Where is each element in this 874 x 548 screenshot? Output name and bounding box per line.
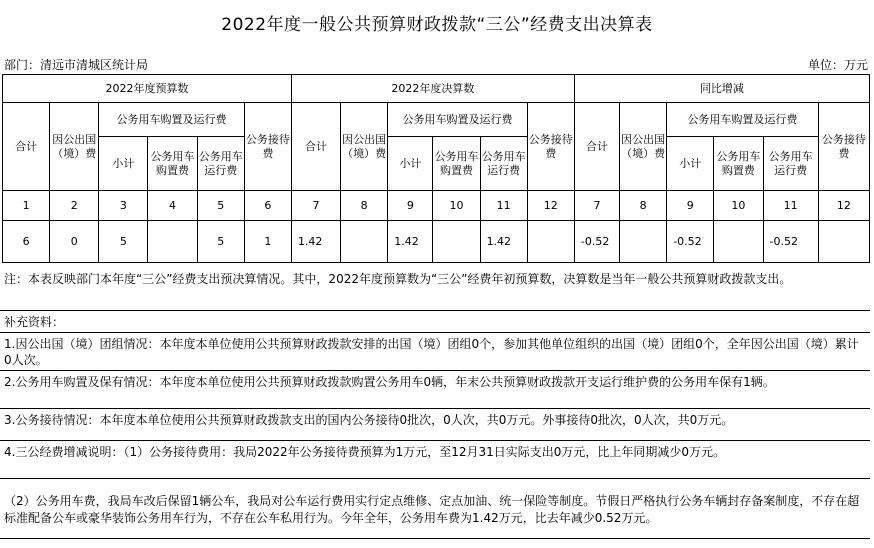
note-item-2: 2.公务用车购置及保有情况：本年度本单位使用公共预算财政拨款购置公务用车0辆，年末公共预算财政拨款开支运行维护费的公务用车保有1辆。 bbox=[0, 371, 870, 409]
header-vehicle: 公务用车购置及运行费 bbox=[99, 103, 244, 137]
header-abroad: 因公出国（境）费 bbox=[50, 103, 99, 191]
data-cell: 1.42 bbox=[291, 221, 340, 263]
page-title: 2022年度一般公共预算财政拨款“三公”经费支出决算表 bbox=[221, 15, 653, 35]
header-row-2 bbox=[3, 137, 870, 191]
index-cell: 9 bbox=[667, 191, 714, 221]
data-cell: 5 bbox=[197, 221, 244, 263]
header-operation: 公务用车运行费 bbox=[197, 137, 244, 191]
index-cell: 6 bbox=[244, 191, 291, 221]
data-cell: 6 bbox=[3, 221, 50, 263]
note-item-3: 3.公务接待情况：本年度本单位使用公共预算财政拨款支出的国内公务接待0批次，0人次，共0万元。外事接待0批次，0人次，共0万元。 bbox=[0, 409, 870, 441]
note-main: 注：本表反映部门本年度“三公”经费支出预决算情况。其中，2022年度预算数为“三公”经费年初预算数，决算数是当年一般公共预算财政拨款支出。 bbox=[0, 268, 870, 311]
data-cell: 1.42 bbox=[480, 221, 527, 263]
note-item-5: （2）公务用车费，我局车改后保留1辆公车，我局对公车运行费用实行定点维修、定点加油、统一保险等制度。节假日严格执行公务车辆封存备案制度，不存在超标准配备公车或豪华装饰公务用车行为，不存在公车私用行为。今年全年，公务用车费为1.42万元，比去年减少0.52万元。 bbox=[0, 479, 870, 539]
index-cell: 3 bbox=[99, 191, 148, 221]
header-purchase: 公务用车购置费 bbox=[433, 137, 480, 191]
index-cell: 9 bbox=[388, 191, 433, 221]
unit-label: 单位：万元 bbox=[807, 58, 868, 72]
group-final: 2022年度决算数 bbox=[291, 75, 574, 103]
data-cell bbox=[527, 221, 574, 263]
data-cell bbox=[818, 221, 869, 263]
header-total: 合计 bbox=[574, 103, 619, 191]
supplement-label: 补充资料： bbox=[0, 311, 870, 333]
data-cell: 1 bbox=[244, 221, 291, 263]
data-cell bbox=[620, 221, 667, 263]
data-cell: -0.52 bbox=[667, 221, 714, 263]
note-item-1: 1.因公出国（境）团组情况：本年度本单位使用公共预算财政拨款安排的出国（境）团组0个，参加其他单位组织的出国（境）团组0个，全年因公出国（境）累计0人次。 bbox=[0, 333, 870, 371]
index-cell: 12 bbox=[527, 191, 574, 221]
header-subtotal: 小计 bbox=[99, 137, 148, 191]
header-abroad: 因公出国（境）费 bbox=[341, 103, 388, 191]
index-cell: 7 bbox=[574, 191, 619, 221]
data-cell: 5 bbox=[99, 221, 148, 263]
index-cell: 7 bbox=[291, 191, 340, 221]
data-cell bbox=[148, 221, 197, 263]
header-vehicle: 公务用车购置及运行费 bbox=[388, 103, 527, 137]
note-item-4: 4.三公经费增减说明：（1）公务接待费用：我局2022年公务接待费预算为1万元，至12月31日实际支出0万元，比上年同期减少0万元。 bbox=[0, 441, 870, 479]
group-header-row bbox=[3, 75, 870, 103]
index-cell: 2 bbox=[50, 191, 99, 221]
data-cell bbox=[341, 221, 388, 263]
department-label: 部门：清远市清城区统计局 bbox=[4, 58, 149, 72]
expense-table bbox=[2, 74, 870, 263]
header-purchase: 公务用车购置费 bbox=[714, 137, 763, 191]
index-cell: 4 bbox=[148, 191, 197, 221]
header-subtotal: 小计 bbox=[667, 137, 714, 191]
group-budget: 2022年度预算数 bbox=[3, 75, 292, 103]
data-cell bbox=[433, 221, 480, 263]
index-cell: 11 bbox=[480, 191, 527, 221]
header-reception: 公务接待费 bbox=[527, 103, 574, 191]
header-reception: 公务接待费 bbox=[818, 103, 869, 191]
header-total: 合计 bbox=[291, 103, 340, 191]
index-cell: 5 bbox=[197, 191, 244, 221]
data-cell: 1.42 bbox=[388, 221, 433, 263]
index-row bbox=[3, 191, 870, 221]
notes-section bbox=[0, 268, 870, 539]
index-cell: 8 bbox=[620, 191, 667, 221]
header-total: 合计 bbox=[3, 103, 50, 191]
header-abroad: 因公出国（境）费 bbox=[620, 103, 667, 191]
header-operation: 公务用车运行费 bbox=[763, 137, 818, 191]
data-cell: -0.52 bbox=[763, 221, 818, 263]
header-purchase: 公务用车购置费 bbox=[148, 137, 197, 191]
header-reception: 公务接待费 bbox=[244, 103, 291, 191]
index-cell: 8 bbox=[341, 191, 388, 221]
index-cell: 10 bbox=[714, 191, 763, 221]
index-cell: 10 bbox=[433, 191, 480, 221]
header-operation: 公务用车运行费 bbox=[480, 137, 527, 191]
index-cell: 1 bbox=[3, 191, 50, 221]
header-subtotal: 小计 bbox=[388, 137, 433, 191]
data-cell: -0.52 bbox=[574, 221, 619, 263]
header-vehicle: 公务用车购置及运行费 bbox=[667, 103, 819, 137]
header-row-1 bbox=[3, 103, 870, 137]
data-cell bbox=[714, 221, 763, 263]
index-cell: 11 bbox=[763, 191, 818, 221]
index-cell: 12 bbox=[818, 191, 869, 221]
data-cell: 0 bbox=[50, 221, 99, 263]
data-row bbox=[3, 221, 870, 263]
group-yoy: 同比增减 bbox=[574, 75, 869, 103]
